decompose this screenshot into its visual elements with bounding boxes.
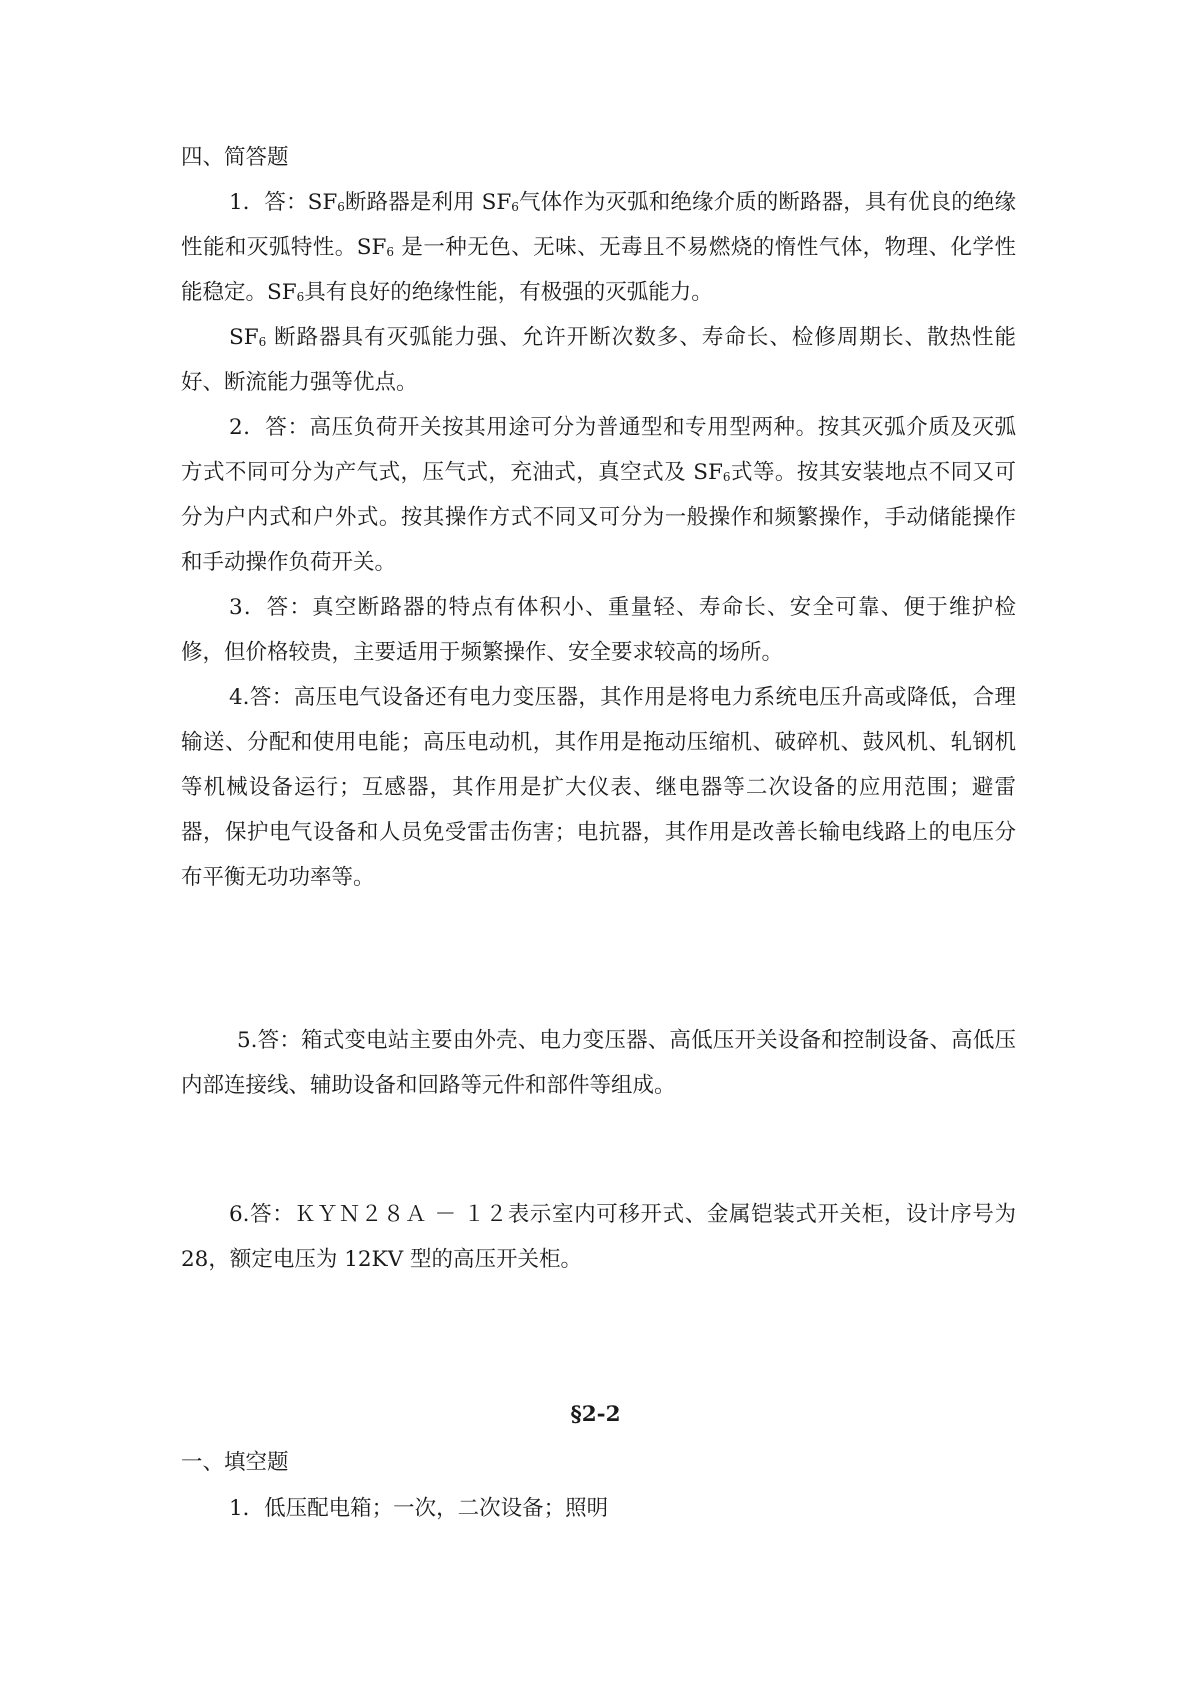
answer-3-paragraph: 3．答：真空断路器的特点有体积小、重量轻、寿命长、安全可靠、便于维护检修，但价格较贵，主要适用于频繁操作、安全要求较高的场所。 [181, 595, 1016, 665]
answer-1-paragraph-2 [181, 315, 1016, 405]
subscript: 6 [386, 245, 395, 259]
subscript: 6 [722, 470, 731, 484]
answer-1-text-e: 具有良好的绝缘性能，有极强的灭弧能力。 [304, 280, 713, 305]
answer-2-text-a: 2．答：高压负荷开关按其用途可分为普通型和专用型两种。按其灭弧介质及灭弧方式不同可分为产气式，压气式，充油式，真空式及 SF [181, 415, 1016, 485]
subscript: 6 [511, 200, 519, 214]
answer-1-p2-text-a: SF [229, 325, 259, 350]
answer-2-text-b: 式等。按其安装地点不同又可分为户内式和户外式。按其操作方式不同又可分为一般操作和频繁操作，手动储能操作和手动操作负荷开关。 [181, 460, 1016, 575]
subscript: 6 [337, 200, 345, 214]
answer-5-paragraph: 5.答：箱式变电站主要由外壳、电力变压器、高低压开关设备和控制设备、高低压内部连接线、辅助设备和回路等元件和部件等组成。 [181, 1028, 1016, 1098]
subscript: 6 [258, 335, 267, 349]
answer-1-p2-text-b: 断路器具有灭弧能力强、允许开断次数多、寿命长、检修周期长、散热性能好、断流能力强等优点。 [181, 325, 1016, 395]
section-title: §2-2 [570, 1402, 621, 1427]
answer-6-paragraph: 6.答：ＫＹＮ２８Ａ － １２表示室内可移开式、金属铠装式开关柜，设计序号为 28，额定电压为 12KV 型的高压开关柜。 [181, 1202, 1016, 1272]
subscript: 6 [296, 290, 305, 304]
answer-1-text-a: 1．答：SF [229, 190, 338, 215]
fill-answer-1: 1．低压配电箱；一次，二次设备；照明 [229, 1496, 609, 1521]
answer-2-paragraph [181, 405, 1016, 585]
answer-1-paragraph-1 [181, 180, 1016, 315]
section-heading-short-answer: 四、简答题 [181, 145, 289, 170]
section-heading-fill-in: 一、填空题 [181, 1450, 289, 1475]
answer-1-text-c: 气体作为灭弧和绝缘介质的断路器，具有优良的绝缘性能和灭弧特性。SF [181, 190, 1016, 260]
answer-1-text-d: 是一种无色、无味、无毒且不易燃烧的惰性气体，物理、化学性能稳定。SF [181, 235, 1016, 305]
answer-1-text-b: 断路器是利用 SF [344, 190, 512, 215]
answer-4-paragraph: 4.答：高压电气设备还有电力变压器，其作用是将电力系统电压升高或降低，合理输送、分配和使用电能；高压电动机，其作用是拖动压缩机、破碎机、鼓风机、轧钢机等机械设备运行；互感器，其作用是扩大仪表、继电器等二次设备的应用范围；避雷器，保护电气设备和人员免受雷击伤害；电抗器，其作用是改善长输电线路上的电压分布平衡无功功率等。 [181, 685, 1016, 890]
